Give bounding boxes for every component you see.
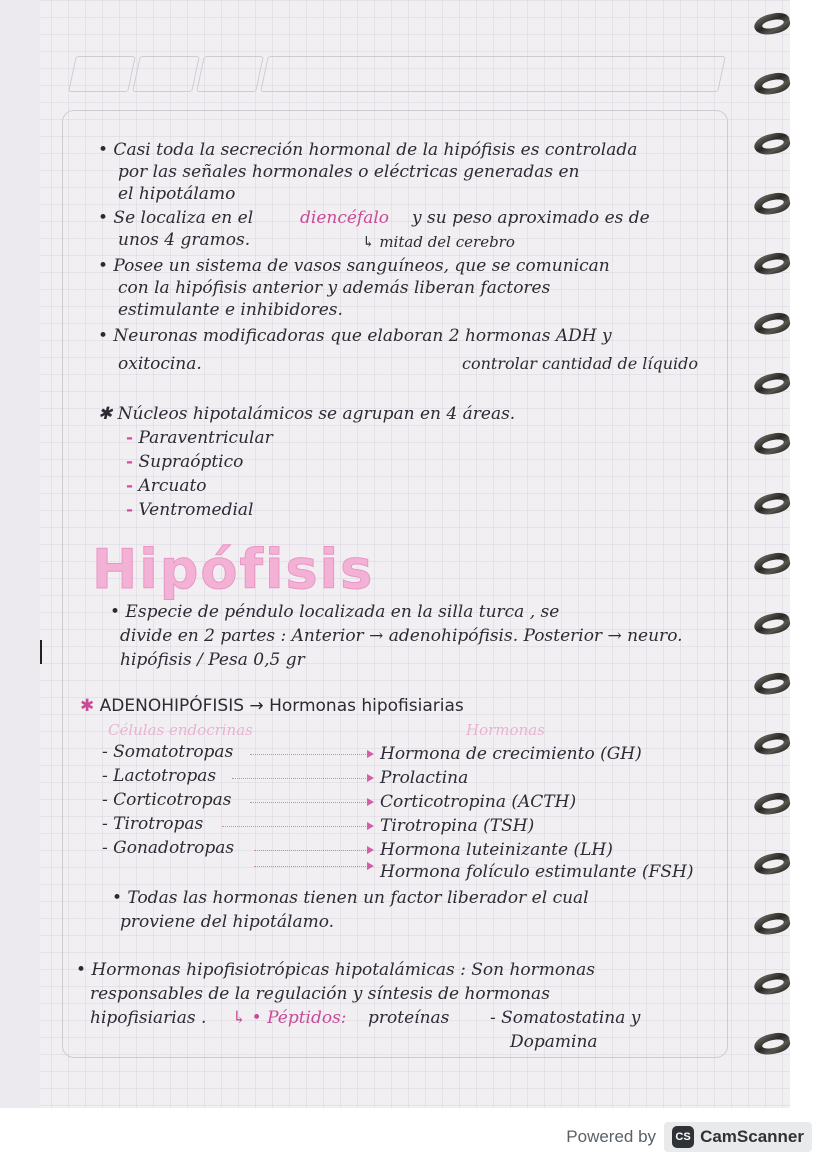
note-line: hipófisis / Pesa 0,5 gr [120, 650, 305, 670]
scanner-footer [566, 1121, 812, 1153]
camscanner-logo-icon: CS [672, 1126, 694, 1148]
list-item: - Supraóptico [126, 452, 244, 472]
spiral-ring [748, 850, 792, 880]
spiral-ring [748, 10, 792, 40]
spiral-ring [748, 610, 792, 640]
list-item-text: Paraventricular [138, 428, 273, 448]
arrow [254, 866, 372, 867]
arrow [254, 850, 372, 851]
note-line: Dopamina [510, 1032, 598, 1052]
list-item: - Paraventricular [126, 428, 273, 448]
spiral-ring [748, 130, 792, 160]
note-line: • Todas las hormonas tienen un factor liberador el cual [112, 888, 589, 908]
spiral-ring [748, 190, 792, 220]
spiral-ring [748, 370, 792, 400]
annotation: controlar cantidad de líquido [462, 354, 699, 373]
section-title: Hipófisis [92, 538, 375, 601]
note-line: y su peso aproximado es de [412, 208, 650, 228]
note-line: • Se localiza en el [98, 208, 254, 228]
powered-by-text: Powered by [566, 1127, 657, 1146]
column-header: Hormonas [466, 721, 545, 739]
spiral-binding [748, 0, 794, 1108]
hormone: Tirotropina (TSH) [380, 816, 535, 836]
margin-mark [40, 640, 42, 664]
spiral-ring [748, 250, 792, 280]
note-line: • Posee un sistema de vasos sanguíneos, que se comunican [98, 256, 610, 276]
cell-type-text: Gonadotropas [113, 838, 235, 858]
note-line: • Neuronas modificadoras que elaboran 2 hormonas ADH y [98, 326, 612, 346]
note-line: oxitocina. [118, 354, 202, 374]
list-item-text: Ventromedial [138, 500, 254, 520]
star-icon: ✱ [80, 696, 95, 716]
note-line: responsables de la regulación y síntesis de hormonas [90, 984, 550, 1004]
column-header: Células endocrinas [108, 721, 253, 739]
header-boxes [72, 56, 726, 92]
cell-type: - Corticotropas [102, 790, 232, 810]
header-box [132, 56, 200, 92]
spiral-ring [748, 1030, 792, 1060]
peptides-label: ↳ • Péptidos: [232, 1008, 347, 1028]
hormone: Corticotropina (ACTH) [380, 792, 577, 812]
note-line: proviene del hipotálamo. [120, 912, 335, 932]
cell-type-text: Corticotropas [113, 790, 232, 810]
hormone: Hormona folículo estimulante (FSH) [380, 862, 694, 882]
list-item-text: Supraóptico [138, 452, 244, 472]
header-box [196, 56, 264, 92]
hormone: Prolactina [380, 768, 469, 788]
note-line: hipofisiarias . [90, 1008, 207, 1028]
note-line: ✱ Núcleos hipotalámicos se agrupan en 4 áreas. [98, 404, 516, 424]
hormone: Hormona luteinizante (LH) [380, 840, 613, 860]
camscanner-badge [664, 1122, 812, 1152]
note-line: con la hipófisis anterior y además liberan factores [118, 278, 551, 298]
arrow [250, 802, 372, 803]
spiral-ring [748, 550, 792, 580]
cell-type-text: Tirotropas [113, 814, 204, 834]
note-line: - Somatostatina y [490, 1008, 641, 1028]
header-box [68, 56, 136, 92]
spiral-ring [748, 790, 792, 820]
spiral-ring [748, 910, 792, 940]
cell-type: - Lactotropas [102, 766, 217, 786]
header-box [260, 56, 726, 92]
note-line: • Especie de péndulo localizada en la silla turca , se [110, 602, 560, 622]
spiral-ring [748, 310, 792, 340]
spiral-ring [748, 730, 792, 760]
note-line: proteínas [368, 1008, 450, 1028]
adeno-heading [80, 696, 464, 716]
spiral-ring [748, 970, 792, 1000]
list-item-text: Arcuato [138, 476, 207, 496]
list-item: - Ventromedial [126, 500, 254, 520]
cell-type-text: Lactotropas [113, 766, 217, 786]
spiral-ring [748, 490, 792, 520]
arrow [232, 778, 372, 779]
cell-type-text: Somatotropas [113, 742, 234, 762]
note-line: • Casi toda la secreción hormonal de la hipófisis es controlada [98, 140, 638, 160]
spiral-ring [748, 70, 792, 100]
note-line: divide en 2 partes : Anterior → adenohipófisis. Posterior → neuro. [120, 626, 683, 646]
arrow [222, 826, 372, 827]
spiral-ring [748, 430, 792, 460]
note-line: estimulante e inhibidores. [118, 300, 343, 320]
note-line: • Hormonas hipofisiotrópicas hipotalámicas : Son hormonas [76, 960, 595, 980]
annotation: ↳ mitad del cerebro [362, 233, 515, 251]
note-line: unos 4 gramos. [118, 230, 251, 250]
arrow [250, 754, 372, 755]
note-line: el hipotálamo [118, 184, 236, 204]
spiral-ring [748, 670, 792, 700]
list-item: - Arcuato [126, 476, 207, 496]
highlight-word: diencéfalo [300, 208, 390, 228]
note-line: por las señales hormonales o eléctricas generadas en [118, 162, 580, 182]
cell-type: - Somatotropas [102, 742, 234, 762]
page-edge-shade [0, 0, 40, 1108]
cell-type: - Gonadotropas [102, 838, 235, 858]
cell-type: - Tirotropas [102, 814, 204, 834]
adeno-heading-text: ADENOHIPÓFISIS → Hormonas hipofisiarias [99, 696, 464, 716]
hormone: Hormona de crecimiento (GH) [380, 744, 642, 764]
brand-name: CamScanner [700, 1127, 804, 1146]
